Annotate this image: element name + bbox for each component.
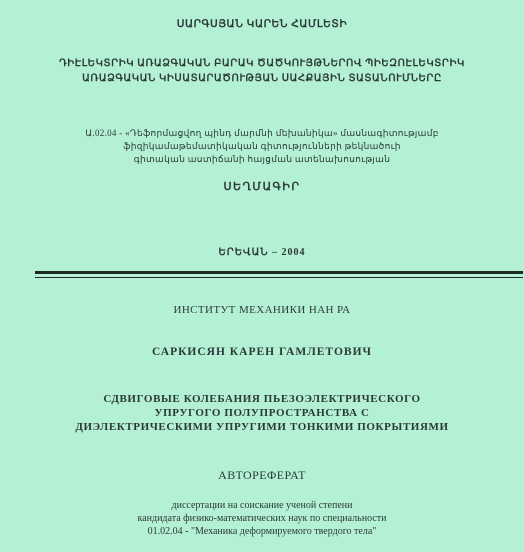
- russian-author: САРКИСЯН КАРЕН ГАМЛЕТОВИЧ: [152, 346, 372, 358]
- russian-title-line3: ДИЭЛЕКТРИЧЕСКИМИ УПРУГИМИ ТОНКИМИ ПОКРЫТИЯМИ: [75, 421, 449, 433]
- armenian-city-year: ԵՐԵՎԱՆ – 2004: [218, 247, 306, 258]
- armenian-spec-line3: գիտական աստիճանի հայցման ատենախոսության: [133, 154, 391, 164]
- armenian-title-line2: ԱՌԱՁԳԱԿԱՆ ԿԻՍԱՏԱՐԱԾՈՒԹՅԱՆ ՍԱՀՔԱՅԻՆ ՏԱՏԱՆՈՒՄՆԵՐԸ: [82, 73, 442, 84]
- armenian-spec-line2: ֆիզիկամաթեմատիկական գիտությունների թեկնածուի: [123, 141, 401, 151]
- divider-thick: [35, 271, 523, 274]
- armenian-university: ՍԱՐԳՍՅԱՆ ԿԱՐԵՆ ՀԱՄԼԵՏԻ: [176, 19, 348, 30]
- russian-dissertation-line2: кандидата физико-математических наук по специальности: [137, 513, 387, 524]
- russian-dissertation-line1: диссертации на соискание ученой степени: [171, 500, 353, 511]
- russian-title-line2: УПРУГОГО ПОЛУПРОСТРАНСТВА С: [154, 407, 370, 419]
- russian-title-line1: СДВИГОВЫЕ КОЛЕБАНИЯ ПЬЕЗОЭЛЕКТРИЧЕСКОГО: [103, 393, 421, 405]
- armenian-spec-line1: Ա.02.04 - «Դեֆորմացվող պինդ մարմնի մեխանիկա» մասնագիտությամբ: [85, 128, 439, 138]
- divider-thin: [35, 277, 523, 278]
- armenian-title-line1: ԴԻԷԼԵԿՏՐԻԿ ԱՌԱՁԳԱԿԱՆ ԲԱՐԱԿ ԾԱԾԿՈՒՅԹՆԵՐՈՎ ՊԻԵԶՈԷԼԵԿՏՐԻԿ: [59, 58, 465, 69]
- russian-abstract-heading: АВТОРЕФЕРАТ: [218, 468, 306, 482]
- russian-dissertation-line3: 01.02.04 - "Механика деформируемого твердого тела": [147, 526, 377, 537]
- russian-institute: ИНСТИТУТ МЕХАНИКИ НАН РА: [173, 304, 351, 316]
- armenian-abstract-heading: ՍԵՂՄԱԳԻՐ: [223, 181, 301, 193]
